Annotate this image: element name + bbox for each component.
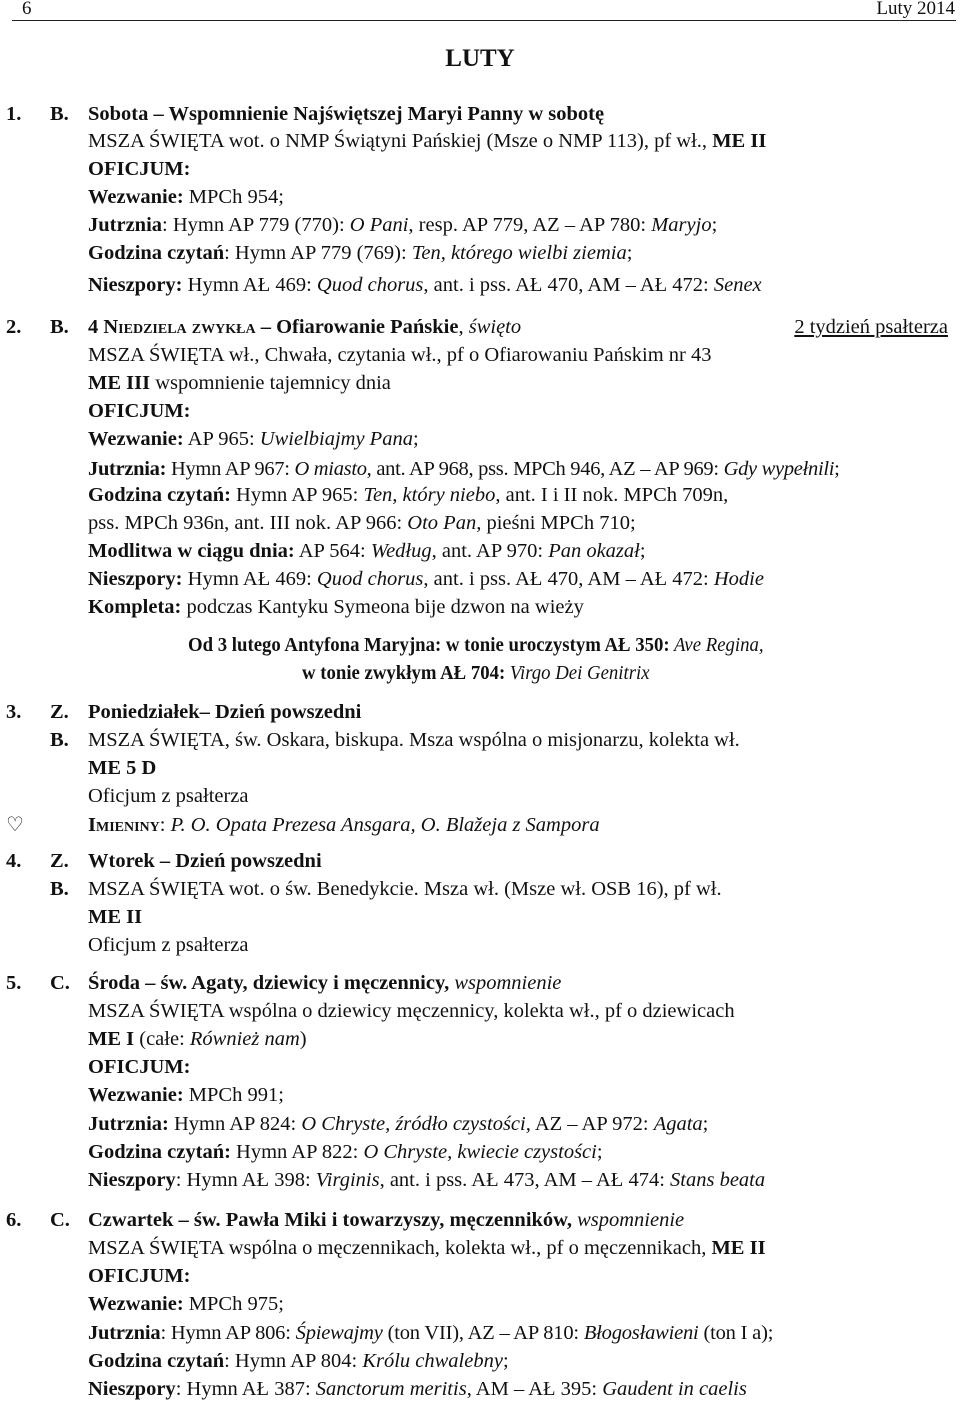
day-letter: Z. [50, 850, 69, 872]
readings-line: Godzina czytań: Hymn AP 804: Królu chwalebny; [88, 1350, 509, 1372]
day-number: 5. [6, 972, 22, 994]
vespers-line: Nieszpory: Hymn AŁ 387: Sanctorum meritis, AM – AŁ 395: Gaudent in caelis [88, 1378, 747, 1400]
lauds-line: Jutrznia: Hymn AP 824: O Chryste, źródło czystości, AZ – AP 972: Agata; [88, 1113, 709, 1135]
midday-prayer-line: Modlitwa w ciągu dnia: AP 564: Według, ant. AP 970: Pan okazał; [88, 540, 646, 562]
mass-line: MSZA ŚWIĘTA wspólna o dziewicy męczennicy, kolekta wł., pf o dziewicach [88, 1000, 735, 1022]
vespers-line: Nieszpory: Hymn AŁ 469: Quod chorus, ant. i pss. AŁ 470, AM – AŁ 472: Hodie [88, 568, 764, 590]
day-letter-2: B. [50, 729, 69, 751]
mass-line: MSZA ŚWIĘTA, św. Oskara, biskupa. Msza wspólna o misjonarzu, kolekta wł. [88, 729, 740, 751]
day-heading: 4 Niedziela zwykła – Ofiarowanie Pańskie, święto [88, 316, 522, 338]
preface-line: ME II [88, 906, 143, 928]
invitatory-line: Wezwanie: AP 965: Uwielbiajmy Pana; [88, 428, 419, 450]
preface-line: ME III wspomnienie tajemnicy dnia [88, 372, 391, 394]
preface-line: ME I (całe: Również nam) [88, 1028, 307, 1050]
day-letter: C. [50, 972, 70, 994]
lauds-line: Jutrznia: Hymn AP 967: O miasto, ant. AP 968, pss. MPCh 946, AZ – AP 969: Gdy wypełnili; [88, 458, 840, 480]
invitatory-line: Wezwanie: MPCh 954; [88, 186, 284, 208]
day-number: 1. [6, 103, 22, 125]
invitatory-line: Wezwanie: MPCh 991; [88, 1084, 284, 1106]
heart-icon: ♡ [6, 814, 24, 836]
day-number: 4. [6, 850, 22, 872]
readings-line-cont: pss. MPCh 936n, ant. III nok. AP 966: Oto Pan, pieśni MPCh 710; [88, 512, 636, 534]
header-rule [12, 20, 956, 21]
day-letter: C. [50, 1209, 70, 1231]
day-letter-2: B. [50, 878, 69, 900]
readings-line: Godzina czytań: Hymn AP 965: Ten, który niebo, ant. I i II nok. MPCh 709n, [88, 484, 729, 506]
compline-line: Kompleta: podczas Kantyku Symeona bije dzwon na wieży [88, 596, 584, 618]
day-letter: B. [50, 103, 69, 125]
office-label: OFICJUM: [88, 158, 191, 180]
preface-line: ME 5 D [88, 757, 157, 779]
day-number: 6. [6, 1209, 22, 1231]
office-label: OFICJUM: [88, 400, 191, 422]
mass-line: MSZA ŚWIĘTA wot. o św. Benedykcie. Msza wł. (Msze wł. OSB 16), pf wł. [88, 878, 722, 900]
antiphon-line-2: w tonie zwykłym AŁ 704: Virgo Dei Genitrix [302, 662, 650, 684]
vespers-line: Nieszpory: Hymn AŁ 398: Virginis, ant. i pss. AŁ 473, AM – AŁ 474: Stans beata [88, 1169, 766, 1191]
running-title: Luty 2014 [876, 0, 955, 19]
readings-line: Godzina czytań: Hymn AP 779 (769): Ten, którego wielbi ziemia; [88, 242, 633, 264]
vespers-line: Nieszpory: Hymn AŁ 469: Quod chorus, ant. i pss. AŁ 470, AM – AŁ 472: Senex [88, 274, 762, 296]
day-letter: Z. [50, 701, 69, 723]
day-number: 3. [6, 701, 22, 723]
mass-line: MSZA ŚWIĘTA wspólna o męczennikach, kolekta wł., pf o męczennikach, ME II [88, 1237, 766, 1259]
page-title: LUTY [445, 45, 515, 72]
antiphon-line-1: Od 3 lutego Antyfona Maryjna: w tonie uroczystym AŁ 350: Ave Regina, [188, 634, 764, 656]
day-heading: Wtorek – Dzień powszedni [88, 850, 322, 872]
day-number: 2. [6, 316, 22, 338]
psalter-week: 2 tydzień psałterza [794, 316, 948, 338]
day-heading: Poniedziałek– Dzień powszedni [88, 701, 362, 723]
page-number: 6 [22, 0, 32, 19]
mass-line: MSZA ŚWIĘTA wł., Chwała, czytania wł., pf o Ofiarowaniu Pańskim nr 43 [88, 344, 712, 366]
name-days-line: Imieniny: P. O. Opata Prezesa Ansgara, O. Blažeja z Sampora [88, 814, 600, 836]
invitatory-line: Wezwanie: MPCh 975; [88, 1293, 284, 1315]
mass-line: MSZA ŚWIĘTA wot. o NMP Świątyni Pańskiej (Msze o NMP 113), pf wł., ME II [88, 130, 767, 152]
day-heading: Sobota – Wspomnienie Najświętszej Maryi Panny w sobotę [88, 103, 605, 125]
day-heading: Środa – św. Agaty, dziewicy i męczennicy, wspomnienie [88, 972, 562, 994]
office-line: Oficjum z psałterza [88, 785, 249, 807]
page-header [0, 0, 960, 20]
day-heading: Czwartek – św. Pawła Miki i towarzyszy, męczenników, wspomnienie [88, 1209, 685, 1231]
lauds-line: Jutrznia: Hymn AP 806: Śpiewajmy (ton VII), AZ – AP 810: Błogosławieni (ton I a); [88, 1322, 774, 1344]
office-label: OFICJUM: [88, 1056, 191, 1078]
lauds-line: Jutrznia: Hymn AP 779 (770): O Pani, resp. AP 779, AZ – AP 780: Maryjo; [88, 214, 718, 236]
office-label: OFICJUM: [88, 1265, 191, 1287]
day-letter: B. [50, 316, 69, 338]
office-line: Oficjum z psałterza [88, 934, 249, 956]
readings-line: Godzina czytań: Hymn AP 822: O Chryste, kwiecie czystości; [88, 1141, 603, 1163]
